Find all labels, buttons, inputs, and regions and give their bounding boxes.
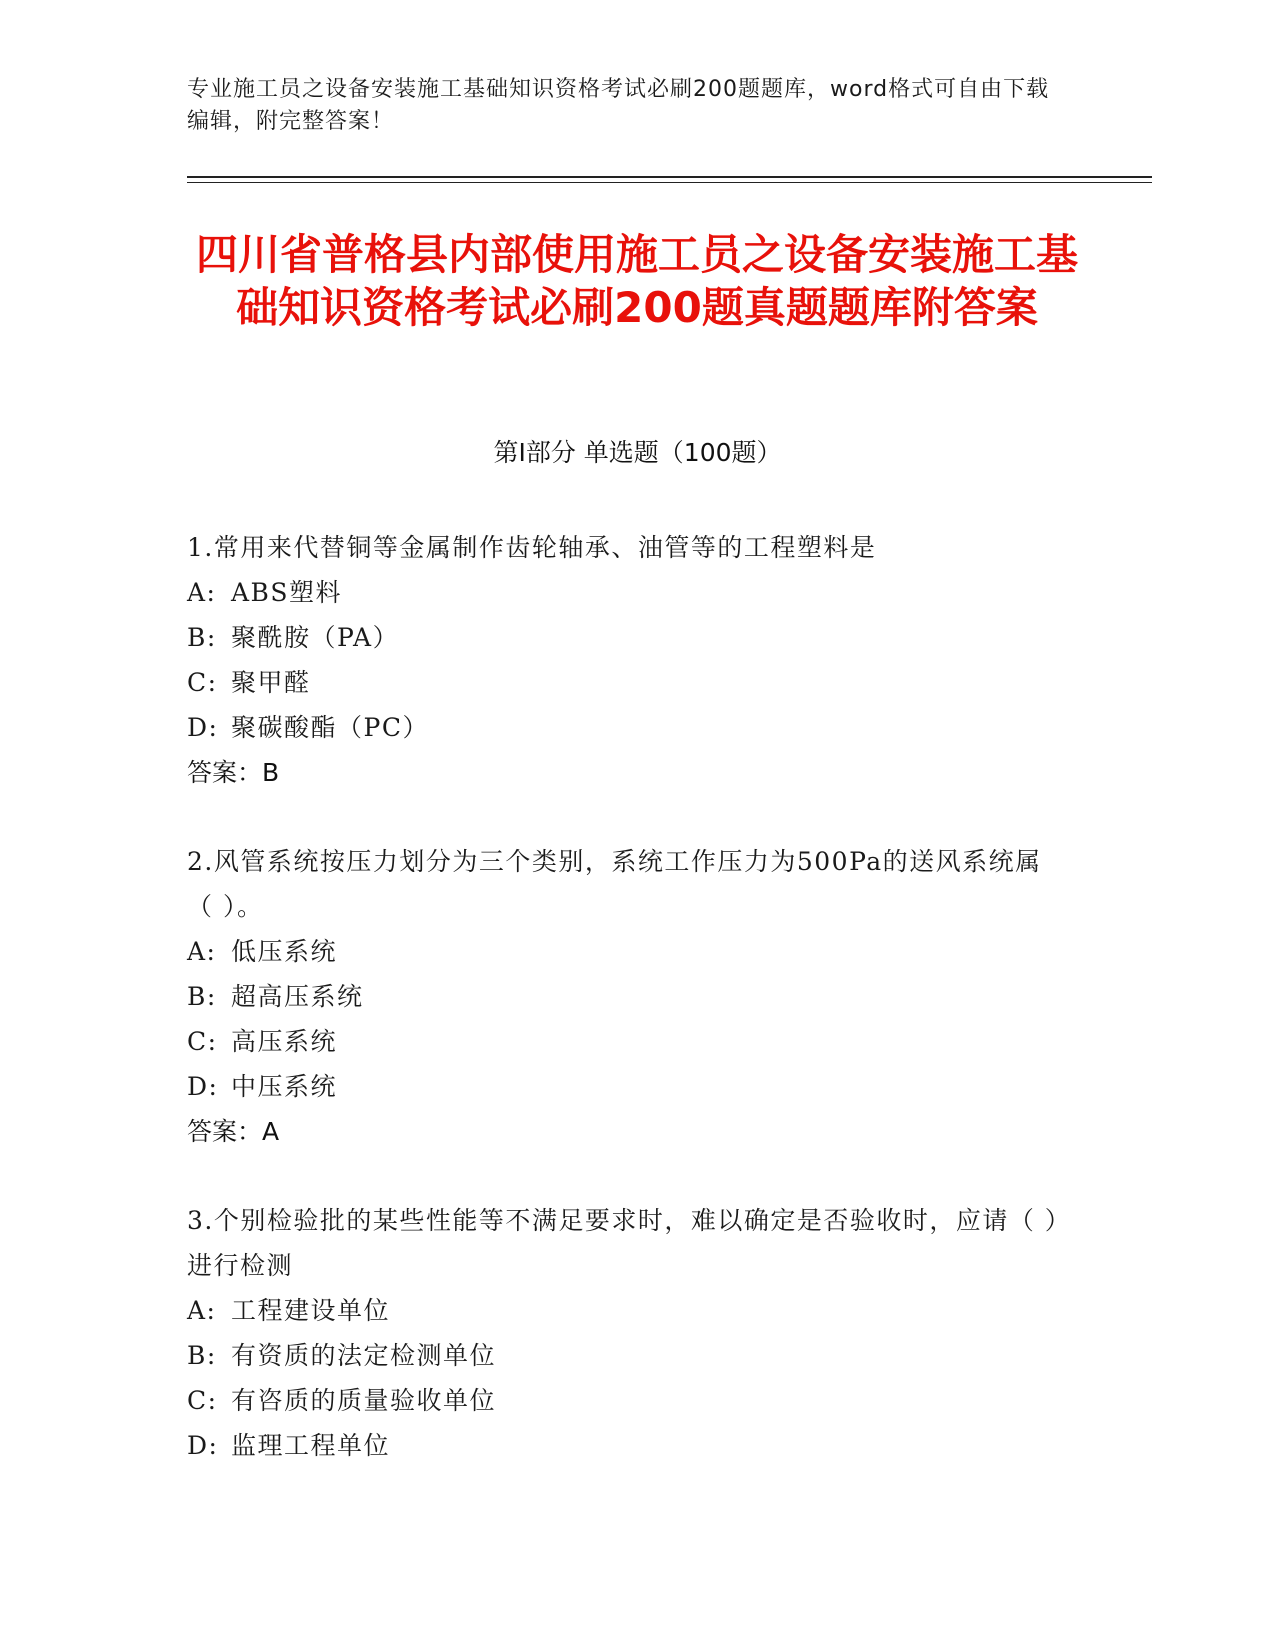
option-text: 有资质的法定检测单位 <box>231 1341 497 1370</box>
document-title: 四川省普格县内部使用施工员之设备安装施工基础知识资格考试必刷200题真题题库附答案 <box>195 230 1078 332</box>
answer-line: 答案：A <box>187 1117 280 1146</box>
option-letter: B: <box>187 1341 217 1370</box>
option-letter: A: <box>187 1296 217 1325</box>
option-letter: B: <box>187 623 217 652</box>
option-d <box>187 705 1067 750</box>
question-1 <box>187 525 1067 795</box>
option-letter: D: <box>187 1431 219 1460</box>
option-text: 聚酰胺（PA） <box>231 623 400 652</box>
question-stem: 2.风管系统按压力划分为三个类别，系统工作压力为500Pa的送风系统属（ ）。 <box>187 847 1042 921</box>
option-letter: C: <box>187 1386 218 1415</box>
question-2 <box>187 839 1067 1154</box>
option-b <box>187 615 1067 660</box>
question-stem: 1.常用来代替铜等金属制作齿轮轴承、油管等的工程塑料是 <box>187 533 877 562</box>
option-text: 有咨质的质量验收单位 <box>231 1386 497 1415</box>
option-letter: C: <box>187 668 218 697</box>
option-c <box>187 1019 1067 1064</box>
section-title: 第Ⅰ部分 单选题（100题） <box>493 438 782 467</box>
option-a <box>187 929 1067 974</box>
option-text: 超高压系统 <box>231 982 364 1011</box>
question-list <box>187 525 1067 1512</box>
option-text: 聚碳酸酯（PC） <box>231 713 429 742</box>
option-letter: A: <box>187 937 217 966</box>
header-divider-thick <box>187 176 1152 178</box>
option-letter: C: <box>187 1027 218 1056</box>
option-text: ABS塑料 <box>231 578 343 607</box>
option-d <box>187 1423 1067 1468</box>
option-text: 中压系统 <box>231 1072 338 1101</box>
option-b <box>187 974 1067 1019</box>
option-text: 高压系统 <box>231 1027 338 1056</box>
option-b <box>187 1333 1067 1378</box>
option-c <box>187 660 1067 705</box>
option-letter: D: <box>187 1072 219 1101</box>
question-stem: 3.个别检验批的某些性能等不满足要求时，难以确定是否验收时，应请（ ）进行检测 <box>187 1206 1059 1280</box>
option-d <box>187 1064 1067 1109</box>
option-letter: D: <box>187 713 219 742</box>
header-divider-thin <box>187 182 1152 183</box>
option-text: 聚甲醛 <box>231 668 311 697</box>
header-note: 专业施工员之设备安装施工基础知识资格考试必刷200题题库，word格式可自由下载编辑，附完整答案！ <box>187 77 1050 134</box>
option-letter: B: <box>187 982 217 1011</box>
option-letter: A: <box>187 578 217 607</box>
question-3 <box>187 1198 1067 1468</box>
option-a <box>187 1288 1067 1333</box>
option-text: 监理工程单位 <box>231 1431 391 1460</box>
option-c <box>187 1378 1067 1423</box>
option-text: 工程建设单位 <box>231 1296 391 1325</box>
option-a <box>187 570 1067 615</box>
answer-line: 答案：B <box>187 758 280 787</box>
option-text: 低压系统 <box>231 937 338 966</box>
